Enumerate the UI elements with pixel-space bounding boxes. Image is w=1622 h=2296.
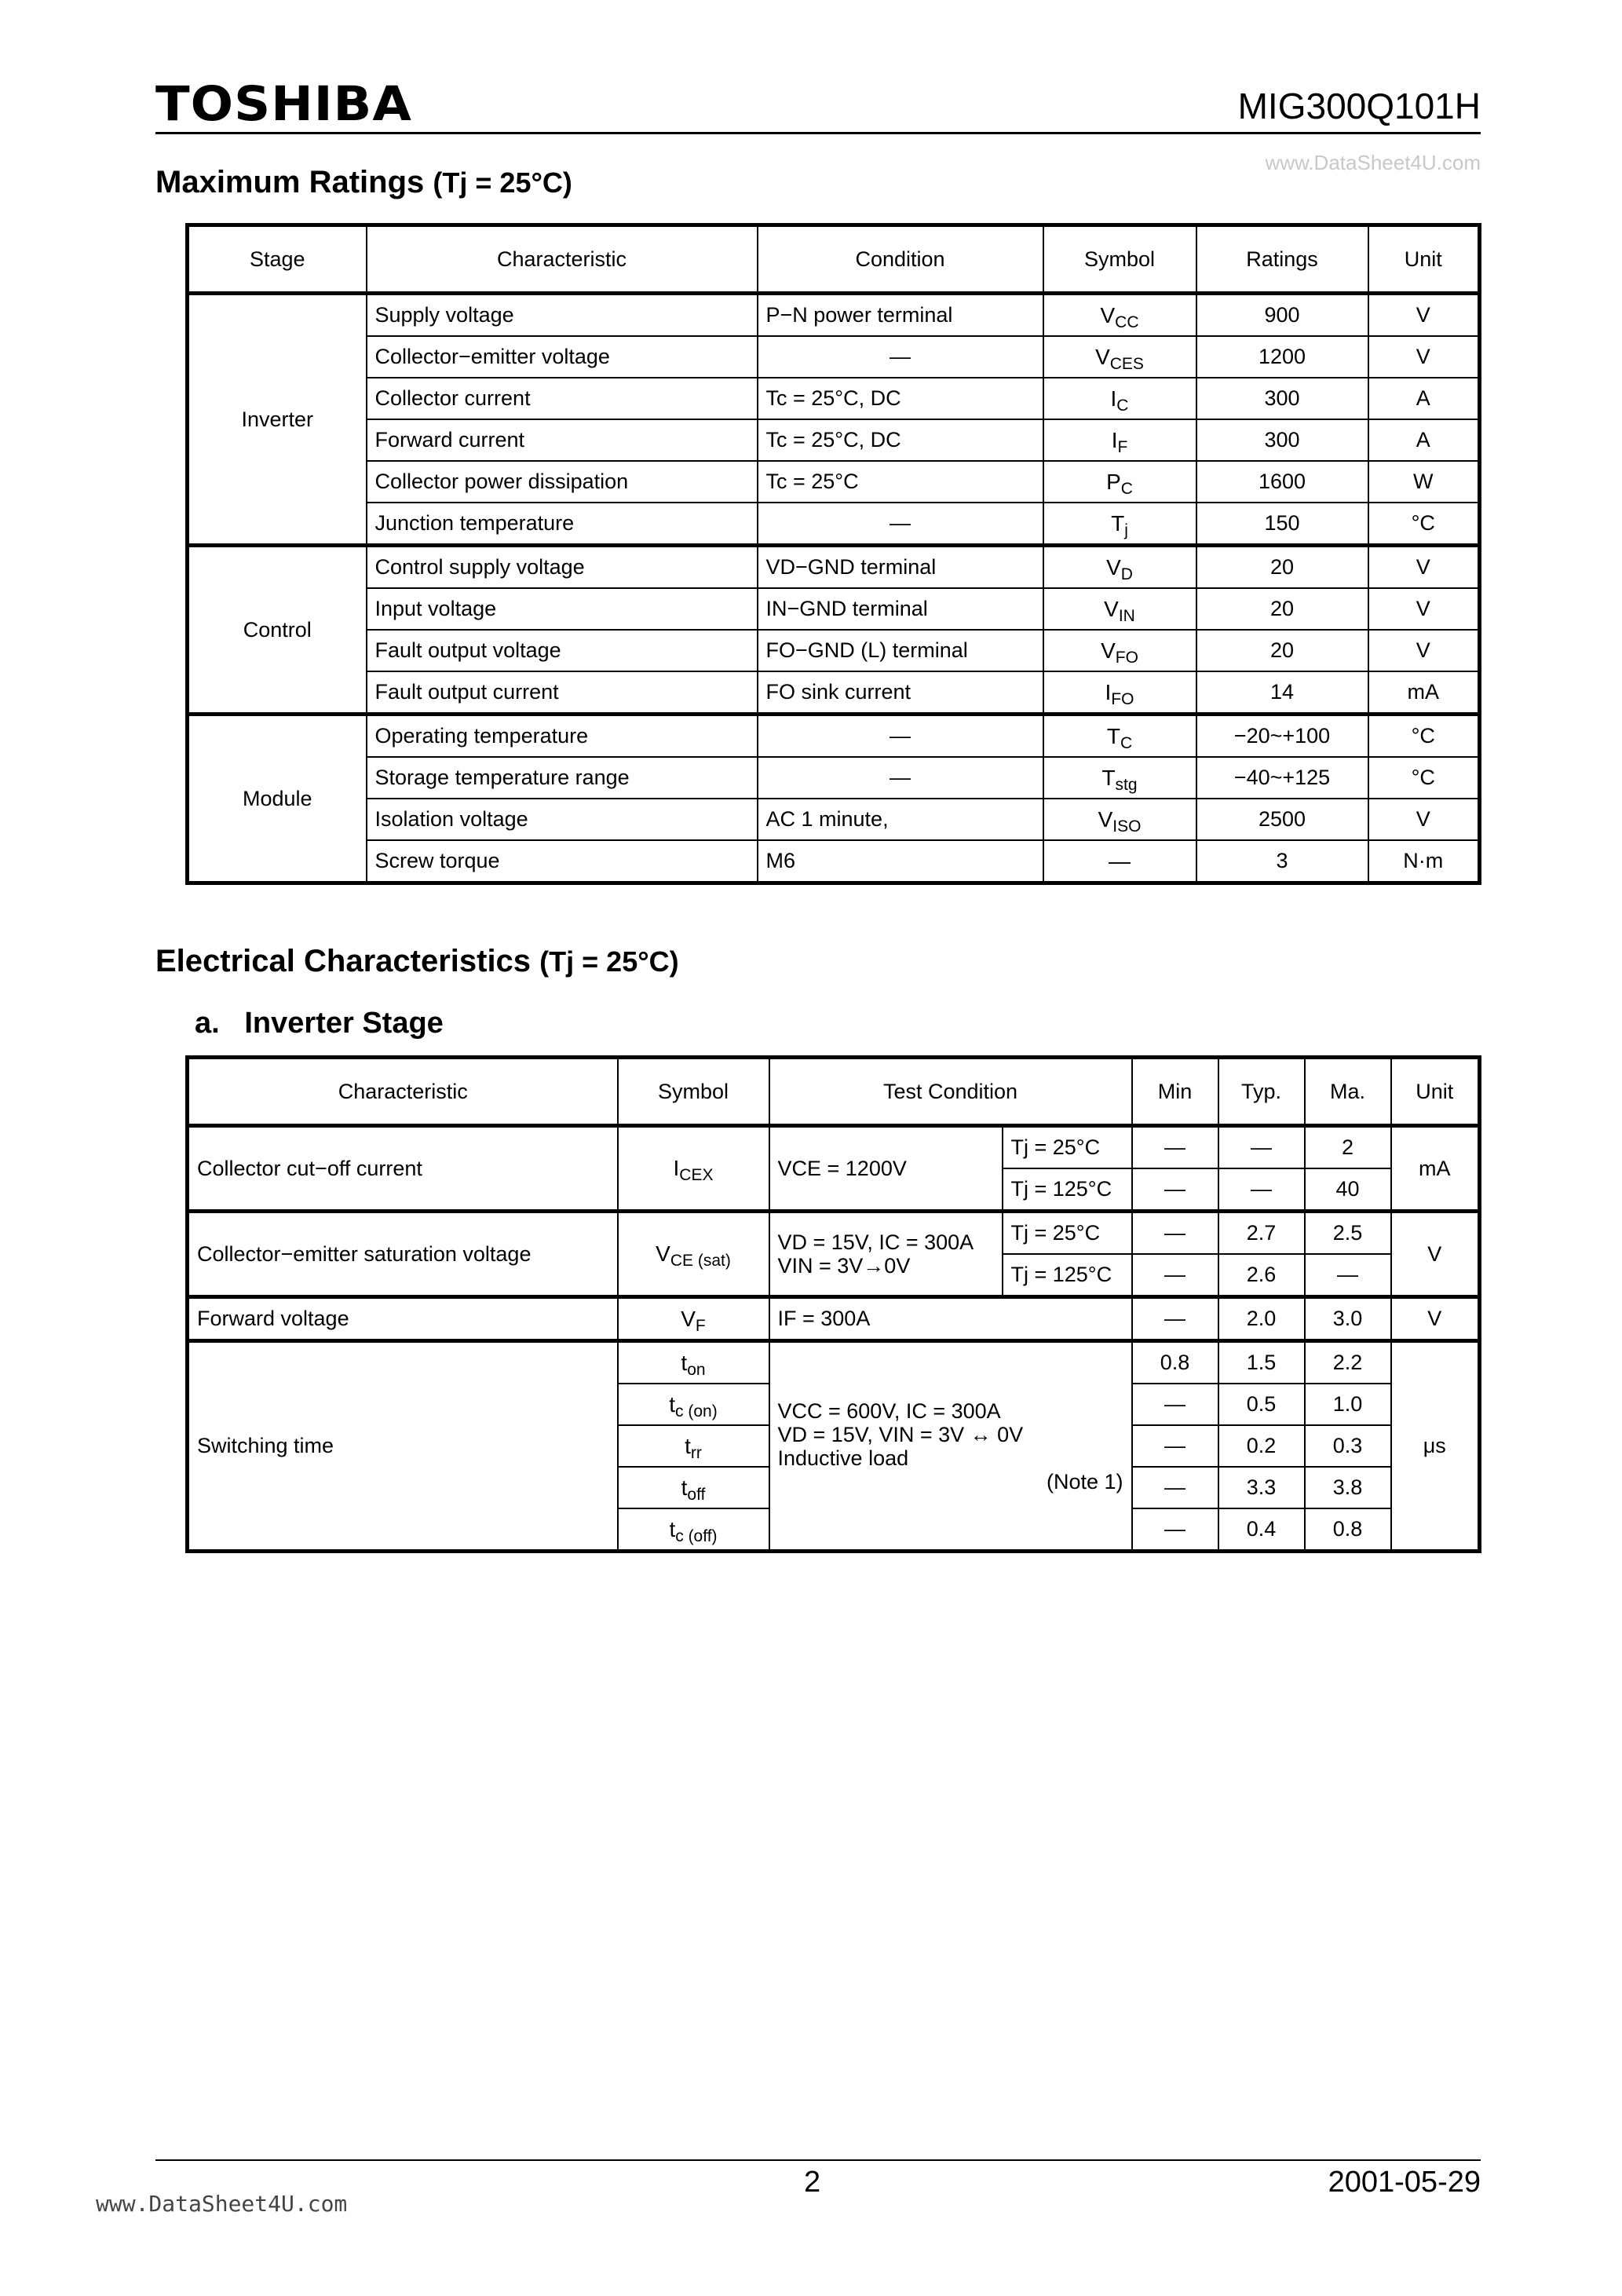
tj-cell: Tj = 25°C bbox=[1003, 1212, 1132, 1255]
table-row bbox=[188, 715, 1480, 758]
unit-cell: V bbox=[1368, 799, 1480, 840]
characteristic-cell: Collector power dissipation bbox=[367, 461, 758, 503]
column-header: Stage bbox=[188, 225, 367, 294]
symbol-cell: $V_F$ bbox=[618, 1297, 769, 1341]
characteristic-cell: Input voltage bbox=[367, 588, 758, 630]
rating-cell: 1600 bbox=[1196, 461, 1368, 503]
max-ratings-table bbox=[185, 223, 1481, 885]
symbol-cell: $I_{FO}$ bbox=[1043, 671, 1196, 715]
table-row bbox=[188, 840, 1480, 883]
max-cell: 3.0 bbox=[1305, 1297, 1391, 1341]
max-cell: 0.3 bbox=[1305, 1425, 1391, 1467]
toshiba-logo: TOSHIBA bbox=[155, 77, 412, 133]
table-row bbox=[188, 630, 1480, 671]
typ-cell: 0.2 bbox=[1218, 1425, 1305, 1467]
table-row bbox=[188, 1341, 1480, 1384]
unit-cell: V bbox=[1368, 630, 1480, 671]
rating-cell: 3 bbox=[1196, 840, 1368, 883]
table-row bbox=[188, 503, 1480, 546]
condition-cell: VCC = 600V, IC = 300A VD = 15V, VIN = 3V ↔ 0V Inductive load (Note 1) bbox=[769, 1341, 1132, 1552]
table-row bbox=[188, 546, 1480, 589]
rating-cell: 300 bbox=[1196, 419, 1368, 461]
unit-cell: mA bbox=[1368, 671, 1480, 715]
symbol-cell: $V_{CC}$ bbox=[1043, 294, 1196, 337]
typ-cell: 2.6 bbox=[1218, 1254, 1305, 1297]
condition-cell: — bbox=[758, 503, 1043, 546]
column-header: Ma. bbox=[1305, 1058, 1391, 1126]
rating-cell: −20~+100 bbox=[1196, 715, 1368, 758]
elec-heading bbox=[155, 944, 679, 979]
symbol-cell: $T_{stg}$ bbox=[1043, 757, 1196, 799]
table-row bbox=[188, 1212, 1480, 1255]
column-header: Symbol bbox=[1043, 225, 1196, 294]
min-cell: — bbox=[1132, 1467, 1218, 1508]
min-cell: — bbox=[1132, 1297, 1218, 1341]
rating-cell: 14 bbox=[1196, 671, 1368, 715]
characteristic-cell: Forward current bbox=[367, 419, 758, 461]
column-header: Unit bbox=[1391, 1058, 1480, 1126]
rating-cell: 300 bbox=[1196, 378, 1368, 419]
symbol-cell: $V_{ISO}$ bbox=[1043, 799, 1196, 840]
condition-cell: IF = 300A bbox=[769, 1297, 1132, 1341]
table-row bbox=[188, 588, 1480, 630]
condition-cell: — bbox=[758, 715, 1043, 758]
condition-cell: P−N power terminal bbox=[758, 294, 1043, 337]
table-row bbox=[188, 378, 1480, 419]
table-row bbox=[188, 1297, 1480, 1341]
characteristic-cell: Collector cut−off current bbox=[188, 1126, 618, 1212]
symbol-cell: $t_{c (on)}$ bbox=[618, 1384, 769, 1425]
rating-cell: 150 bbox=[1196, 503, 1368, 546]
max-cell: — bbox=[1305, 1254, 1391, 1297]
condition-cell: IN−GND terminal bbox=[758, 588, 1043, 630]
max-ratings-heading bbox=[155, 165, 572, 200]
characteristic-cell: Supply voltage bbox=[367, 294, 758, 337]
unit-cell: A bbox=[1368, 378, 1480, 419]
elec-title: Electrical Characteristics bbox=[155, 944, 532, 978]
page-number: 2 bbox=[804, 2166, 821, 2199]
rating-cell: 20 bbox=[1196, 588, 1368, 630]
symbol-cell: — bbox=[1043, 840, 1196, 883]
typ-cell: 0.5 bbox=[1218, 1384, 1305, 1425]
rating-cell: −40~+125 bbox=[1196, 757, 1368, 799]
column-header: Ratings bbox=[1196, 225, 1368, 294]
table-row bbox=[188, 799, 1480, 840]
symbol-cell: $V_{FO}$ bbox=[1043, 630, 1196, 671]
min-cell: — bbox=[1132, 1212, 1218, 1255]
max-cell: 1.0 bbox=[1305, 1384, 1391, 1425]
condition-cell: VCE = 1200V bbox=[769, 1126, 1003, 1212]
max-cell: 2.2 bbox=[1305, 1341, 1391, 1384]
condition-cell: Tc = 25°C, DC bbox=[758, 378, 1043, 419]
unit-cell: V bbox=[1391, 1297, 1480, 1341]
stage-cell: Inverter bbox=[188, 294, 367, 546]
rating-cell: 20 bbox=[1196, 630, 1368, 671]
elec-condition: (Tj = 25°C) bbox=[539, 945, 679, 978]
rating-cell: 20 bbox=[1196, 546, 1368, 589]
inverter-stage-heading: a. Inverter Stage bbox=[195, 1007, 444, 1040]
column-header: Min bbox=[1132, 1058, 1218, 1126]
rating-cell: 2500 bbox=[1196, 799, 1368, 840]
header-rule bbox=[155, 132, 1481, 134]
characteristic-cell: Collector current bbox=[367, 378, 758, 419]
unit-cell: N·m bbox=[1368, 840, 1480, 883]
table-row bbox=[188, 757, 1480, 799]
column-header: Condition bbox=[758, 225, 1043, 294]
typ-cell: 3.3 bbox=[1218, 1467, 1305, 1508]
condition-cell: FO sink current bbox=[758, 671, 1043, 715]
symbol-cell: $V_{CES}$ bbox=[1043, 336, 1196, 378]
symbol-cell: $t_{off}$ bbox=[618, 1467, 769, 1508]
unit-cell: V bbox=[1368, 588, 1480, 630]
stage-cell: Control bbox=[188, 546, 367, 715]
characteristic-cell: Fault output voltage bbox=[367, 630, 758, 671]
tj-cell: Tj = 125°C bbox=[1003, 1168, 1132, 1212]
min-cell: — bbox=[1132, 1168, 1218, 1212]
symbol-cell: $I_{CEX}$ bbox=[618, 1126, 769, 1212]
symbol-cell: $T_C$ bbox=[1043, 715, 1196, 758]
symbol-cell: $t_{on}$ bbox=[618, 1341, 769, 1384]
min-cell: — bbox=[1132, 1508, 1218, 1552]
symbol-cell: $I_C$ bbox=[1043, 378, 1196, 419]
condition-cell: AC 1 minute, bbox=[758, 799, 1043, 840]
table-row bbox=[188, 1126, 1480, 1169]
symbol-cell: $I_F$ bbox=[1043, 419, 1196, 461]
min-cell: 0.8 bbox=[1132, 1341, 1218, 1384]
rating-cell: 900 bbox=[1196, 294, 1368, 337]
unit-cell: W bbox=[1368, 461, 1480, 503]
max-cell: 3.8 bbox=[1305, 1467, 1391, 1508]
unit-cell: °C bbox=[1368, 715, 1480, 758]
max-ratings-title: Maximum Ratings bbox=[155, 165, 425, 199]
condition-cell: — bbox=[758, 336, 1043, 378]
characteristic-cell: Junction temperature bbox=[367, 503, 758, 546]
unit-cell: V bbox=[1391, 1212, 1480, 1297]
max-cell: 40 bbox=[1305, 1168, 1391, 1212]
column-header: Symbol bbox=[618, 1058, 769, 1126]
symbol-cell: $t_{rr}$ bbox=[618, 1425, 769, 1467]
symbol-cell: $V_{IN}$ bbox=[1043, 588, 1196, 630]
watermark-top: www.DataSheet4U.com bbox=[1265, 151, 1481, 174]
characteristic-cell: Collector−emitter saturation voltage bbox=[188, 1212, 618, 1297]
characteristic-cell: Fault output current bbox=[367, 671, 758, 715]
table-row bbox=[188, 336, 1480, 378]
characteristic-cell: Isolation voltage bbox=[367, 799, 758, 840]
min-cell: — bbox=[1132, 1126, 1218, 1169]
unit-cell: V bbox=[1368, 336, 1480, 378]
max-cell: 0.8 bbox=[1305, 1508, 1391, 1552]
part-number: MIG300Q101H bbox=[1237, 86, 1481, 126]
table-row bbox=[188, 671, 1480, 715]
unit-cell: V bbox=[1368, 294, 1480, 337]
condition-cell: VD−GND terminal bbox=[758, 546, 1043, 589]
column-header: Characteristic bbox=[367, 225, 758, 294]
tj-cell: Tj = 25°C bbox=[1003, 1126, 1132, 1169]
typ-cell: 0.4 bbox=[1218, 1508, 1305, 1552]
unit-cell: °C bbox=[1368, 503, 1480, 546]
unit-cell: μs bbox=[1391, 1341, 1480, 1552]
characteristic-cell: Collector−emitter voltage bbox=[367, 336, 758, 378]
characteristic-cell: Screw torque bbox=[367, 840, 758, 883]
min-cell: — bbox=[1132, 1254, 1218, 1297]
unit-cell: mA bbox=[1391, 1126, 1480, 1212]
table-row bbox=[188, 461, 1480, 503]
column-header: Test Condition bbox=[769, 1058, 1132, 1126]
condition-cell: VD = 15V, IC = 300A VIN = 3V→0V bbox=[769, 1212, 1003, 1297]
max-cell: 2 bbox=[1305, 1126, 1391, 1169]
characteristic-cell: Forward voltage bbox=[188, 1297, 618, 1341]
unit-cell: A bbox=[1368, 419, 1480, 461]
typ-cell: — bbox=[1218, 1168, 1305, 1212]
symbol-cell: $T_j$ bbox=[1043, 503, 1196, 546]
condition-cell: FO−GND (L) terminal bbox=[758, 630, 1043, 671]
table-row bbox=[188, 294, 1480, 337]
condition-cell: Tc = 25°C bbox=[758, 461, 1043, 503]
column-header: Characteristic bbox=[188, 1058, 618, 1126]
rating-cell: 1200 bbox=[1196, 336, 1368, 378]
condition-cell: M6 bbox=[758, 840, 1043, 883]
typ-cell: — bbox=[1218, 1126, 1305, 1169]
min-cell: — bbox=[1132, 1425, 1218, 1467]
characteristic-cell: Switching time bbox=[188, 1341, 618, 1552]
unit-cell: V bbox=[1368, 546, 1480, 589]
elec-table bbox=[185, 1055, 1481, 1553]
stage-cell: Module bbox=[188, 715, 367, 883]
column-header: Typ. bbox=[1218, 1058, 1305, 1126]
typ-cell: 2.0 bbox=[1218, 1297, 1305, 1341]
max-cell: 2.5 bbox=[1305, 1212, 1391, 1255]
table-row bbox=[188, 419, 1480, 461]
typ-cell: 2.7 bbox=[1218, 1212, 1305, 1255]
column-header: Unit bbox=[1368, 225, 1480, 294]
footer-rule bbox=[155, 2159, 1481, 2161]
max-ratings-condition: (Tj = 25°C) bbox=[433, 166, 572, 199]
tj-cell: Tj = 125°C bbox=[1003, 1254, 1132, 1297]
symbol-cell: $V_{CE (sat)}$ bbox=[618, 1212, 769, 1297]
characteristic-cell: Control supply voltage bbox=[367, 546, 758, 589]
symbol-cell: $t_{c (off)}$ bbox=[618, 1508, 769, 1552]
condition-cell: Tc = 25°C, DC bbox=[758, 419, 1043, 461]
characteristic-cell: Storage temperature range bbox=[367, 757, 758, 799]
typ-cell: 1.5 bbox=[1218, 1341, 1305, 1384]
characteristic-cell: Operating temperature bbox=[367, 715, 758, 758]
footer-date: 2001-05-29 bbox=[1328, 2166, 1481, 2199]
symbol-cell: $V_D$ bbox=[1043, 546, 1196, 589]
condition-cell: — bbox=[758, 757, 1043, 799]
watermark-bottom: www.DataSheet4U.com bbox=[96, 2191, 348, 2217]
min-cell: — bbox=[1132, 1384, 1218, 1425]
symbol-cell: $P_C$ bbox=[1043, 461, 1196, 503]
unit-cell: °C bbox=[1368, 757, 1480, 799]
